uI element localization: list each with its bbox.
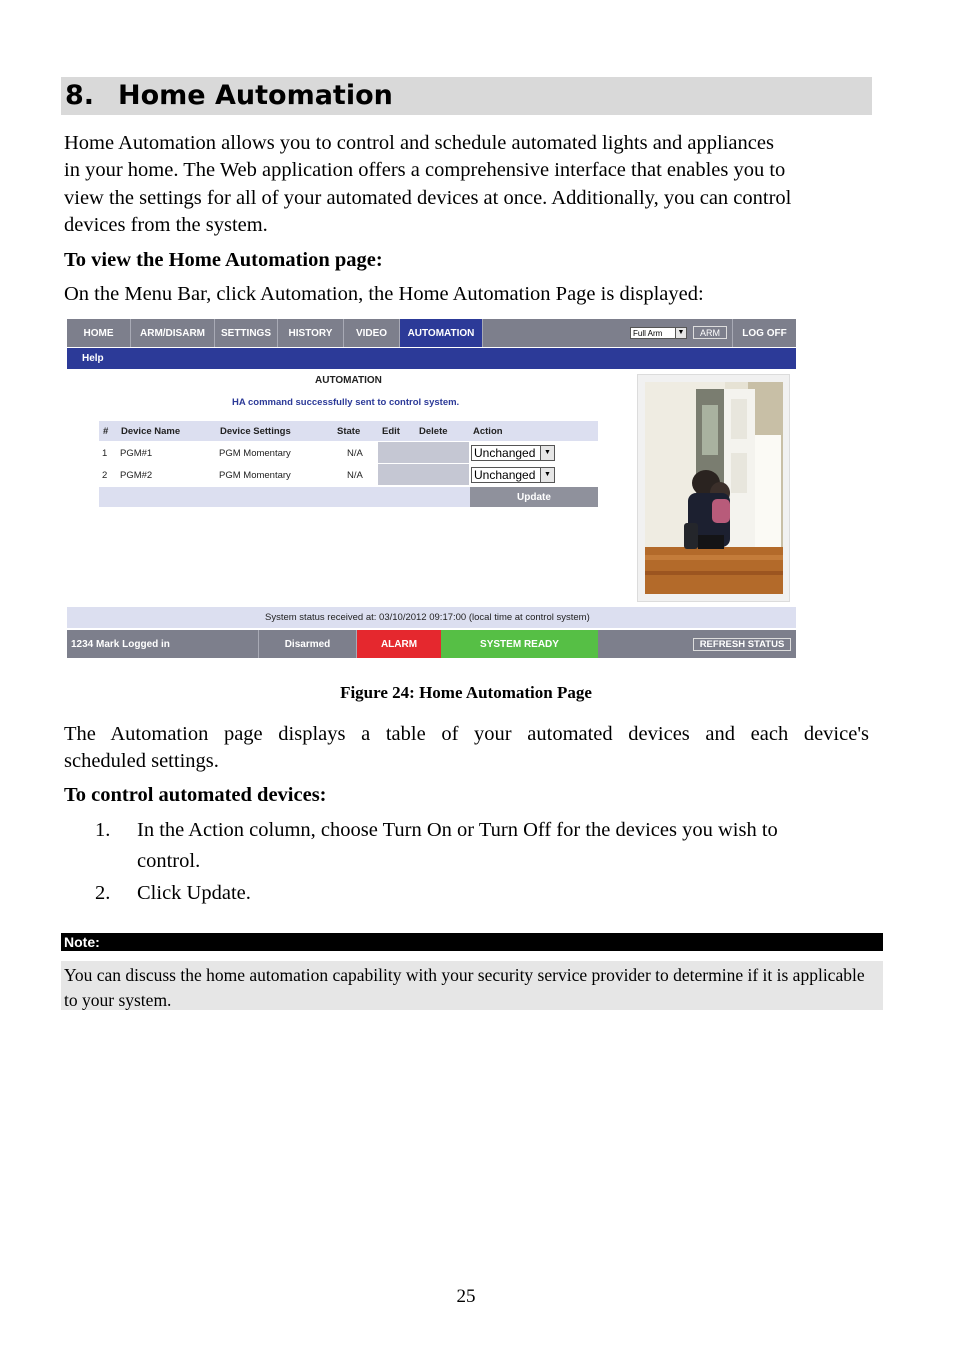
control-heading: To control automated devices: <box>64 784 327 806</box>
automation-screenshot <box>67 319 796 658</box>
menu-bar <box>67 319 796 347</box>
alarm-indicator: ALARM <box>357 630 441 658</box>
section-heading <box>61 77 872 115</box>
action-select[interactable] <box>471 467 555 483</box>
automation-title: AUTOMATION <box>315 375 382 386</box>
refresh-status-button[interactable]: REFRESH STATUS <box>693 638 791 651</box>
column-header: Action <box>473 426 503 437</box>
family-door-photo <box>637 374 790 602</box>
command-status-message: HA command successfully sent to control system. <box>232 397 460 408</box>
arm-mode-value: Full Arm <box>633 329 663 338</box>
armed-state: Disarmed <box>259 630 357 658</box>
table-row <box>99 464 598 486</box>
note-text: You can discuss the home automation capability with your security service provider to determine if it is applicable to your system. <box>64 965 865 1010</box>
row-number: 1 <box>102 448 108 459</box>
table-footer <box>99 487 598 507</box>
help-link[interactable]: Help <box>82 353 104 364</box>
update-button[interactable]: Update <box>470 487 598 507</box>
chevron-down-icon: ▼ <box>540 446 554 460</box>
system-status-text: System status received at: 03/10/2012 09:17:00 (local time at control system) <box>265 612 590 623</box>
intro-line: view the settings for all of your automated devices at once. Additionally, you can control <box>64 187 792 209</box>
chevron-down-icon: ▼ <box>540 468 554 482</box>
photo-illustration <box>638 375 789 601</box>
logoff-button[interactable]: LOG OFF <box>732 319 796 347</box>
step-text: In the Action column, choose Turn On or Turn Off for the devices you wish to <box>137 819 778 841</box>
column-header: State <box>337 426 361 437</box>
description-line: scheduled settings. <box>64 750 219 772</box>
action-select[interactable] <box>471 445 555 461</box>
tab-automation[interactable]: AUTOMATION <box>400 319 483 347</box>
table-header <box>99 421 598 441</box>
step-number: 2. <box>95 882 111 904</box>
edit-delete-cell <box>378 442 469 463</box>
system-ready-indicator: SYSTEM READY <box>441 630 598 658</box>
figure-caption: Figure 24: Home Automation Page <box>340 683 592 702</box>
view-heading: To view the Home Automation page: <box>64 249 383 271</box>
device-state: N/A <box>347 470 363 481</box>
table-row <box>99 442 598 464</box>
step-text: control. <box>137 850 201 872</box>
automation-content <box>67 369 796 607</box>
row-number: 2 <box>102 470 108 481</box>
status-bar <box>67 630 796 658</box>
tab-settings[interactable]: SETTINGS <box>215 319 278 347</box>
chevron-down-icon: ▼ <box>675 327 687 339</box>
column-header: Device Settings <box>220 426 291 437</box>
arm-button[interactable]: ARM <box>693 326 727 339</box>
device-name: PGM#2 <box>120 470 153 481</box>
section-title: Home Automation <box>118 80 393 111</box>
device-settings: PGM Momentary <box>219 470 291 481</box>
column-header: Device Name <box>121 426 181 437</box>
edit-delete-cell <box>378 464 469 485</box>
step-text: Click Update. <box>137 882 251 904</box>
device-settings: PGM Momentary <box>219 448 291 459</box>
description-line: The Automation page displays a table of your automated devices and each device's <box>64 723 869 745</box>
column-header: Delete <box>419 426 448 437</box>
action-value: Unchanged <box>474 446 536 460</box>
tab-video[interactable]: VIDEO <box>344 319 400 347</box>
tab-history[interactable]: HISTORY <box>278 319 344 347</box>
action-value: Unchanged <box>474 468 536 482</box>
intro-line: devices from the system. <box>64 214 268 236</box>
system-status-line <box>67 607 796 628</box>
note-label: Note: <box>64 934 100 950</box>
intro-line: in your home. The Web application offers a comprehensive interface that enables you to <box>64 159 786 181</box>
view-instruction: On the Menu Bar, click Automation, the Home Automation Page is displayed: <box>64 283 704 305</box>
tab-home[interactable]: HOME <box>67 319 131 347</box>
device-state: N/A <box>347 448 363 459</box>
device-name: PGM#1 <box>120 448 153 459</box>
note-body <box>61 961 883 1010</box>
section-number: 8. <box>65 80 95 111</box>
column-header: Edit <box>382 426 400 437</box>
note-header <box>61 933 883 951</box>
page-number: 25 <box>456 1286 476 1307</box>
logged-in-user: 1234 Mark Logged in <box>67 630 259 658</box>
help-bar <box>67 348 796 369</box>
intro-line: Home Automation allows you to control and schedule automated lights and appliances <box>64 132 774 154</box>
column-header: # <box>103 426 109 437</box>
step-number: 1. <box>95 819 111 841</box>
arm-mode-select[interactable] <box>630 327 687 339</box>
tab-arm-disarm[interactable]: ARM/DISARM <box>131 319 215 347</box>
